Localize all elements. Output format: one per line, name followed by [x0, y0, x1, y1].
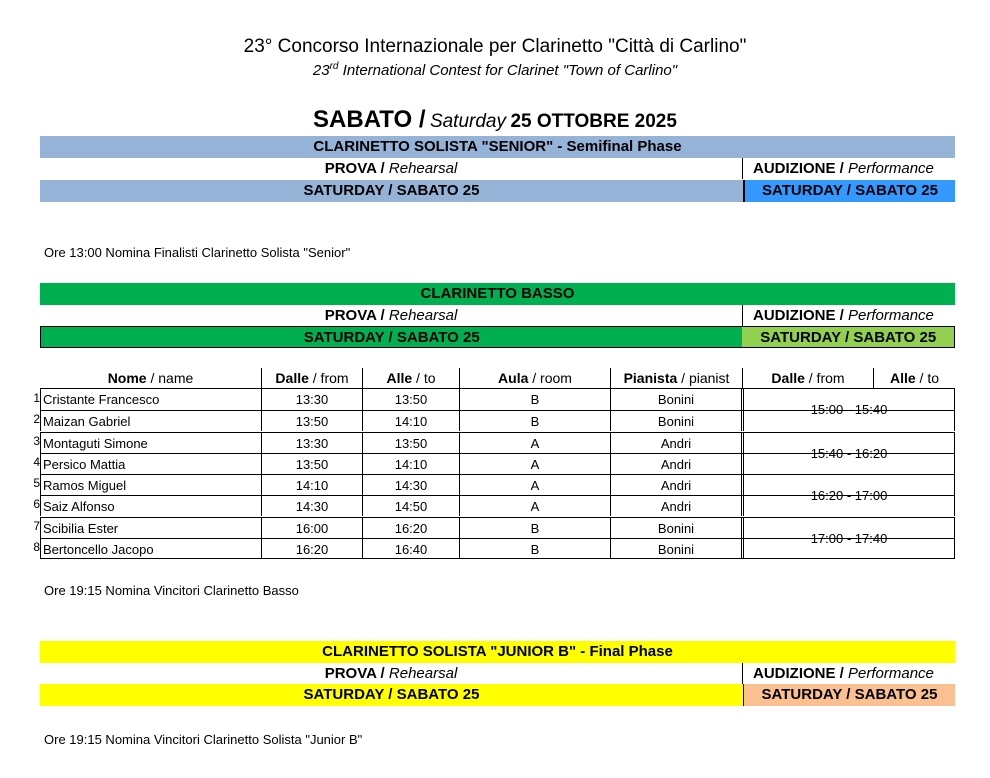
cell-room: A [460, 496, 611, 516]
cell-to: 16:20 [363, 518, 460, 538]
cell-room: B [460, 389, 611, 410]
basso-prova-day: SATURDAY / SABATO 25 [41, 327, 742, 347]
header-name: Nome / name [40, 368, 262, 388]
cell-name: Montaguti Simone [40, 433, 262, 453]
cell-name: Cristante Francesco [40, 389, 262, 410]
senior-audizione-label: AUDIZIONE / Performance [753, 160, 934, 177]
senior-note: Ore 13:00 Nomina Finalisti Clarinetto Solista "Senior" [44, 245, 351, 260]
cell-from: 13:30 [262, 433, 363, 453]
cell-room: A [460, 454, 611, 474]
senior-audizione-day: SATURDAY / SABATO 25 [743, 180, 955, 202]
basso-labels-row [40, 305, 955, 326]
cell-from: 13:50 [262, 454, 363, 474]
day-title [0, 106, 990, 134]
row-number: 3 [33, 433, 40, 448]
header-to: Alle / to [363, 368, 460, 388]
cell-to: 16:40 [363, 539, 460, 559]
cell-to: 13:50 [363, 389, 460, 410]
schedule-table [40, 388, 955, 559]
junior-audizione-day: SATURDAY / SABATO 25 [743, 684, 955, 706]
basso-schedule-row [40, 326, 955, 348]
junior-prova-day: SATURDAY / SABATO 25 [40, 684, 743, 706]
row-number: 7 [33, 518, 40, 533]
title-en-number: 23 [312, 62, 330, 79]
cell-pianist: Bonini [611, 411, 742, 431]
senior-prova-day: SATURDAY / SABATO 25 [40, 180, 743, 202]
cell-name: Scibilia Ester [40, 518, 262, 538]
cell-pianist: Andri [611, 454, 742, 474]
header-perf-from: Dalle / from [743, 368, 874, 388]
basso-section-title: CLARINETTO BASSO [40, 283, 955, 305]
cell-room: B [460, 539, 611, 559]
row-number: 4 [33, 454, 40, 469]
cell-to: 13:50 [363, 433, 460, 453]
day-title-date: 25 OTTOBRE 2025 [510, 111, 677, 132]
cell-to: 14:30 [363, 475, 460, 495]
title-en-text: International Contest for Clarinet "Town of Carlino" [338, 62, 678, 79]
title-en-ordinal: rd [329, 61, 339, 72]
cell-pianist: Andri [611, 496, 742, 516]
cell-pianist: Bonini [611, 518, 742, 538]
junior-section-title: CLARINETTO SOLISTA "JUNIOR B" - Final Phase [40, 641, 955, 663]
cell-name: Bertoncello Jacopo [40, 539, 262, 559]
junior-schedule-row [40, 684, 955, 706]
cell-pianist: Andri [611, 475, 742, 495]
junior-note: Ore 19:15 Nomina Vincitori Clarinetto Solista "Junior B" [44, 732, 363, 747]
header-pianist: Pianista / pianist [611, 368, 743, 388]
performance-slot: 15:00 - 15:40 [743, 389, 955, 431]
basso-note: Ore 19:15 Nomina Vincitori Clarinetto Basso [44, 583, 299, 598]
header-from: Dalle / from [262, 368, 363, 388]
junior-labels-row [40, 663, 955, 684]
header-perf-to: Alle / to [889, 370, 940, 386]
row-number: 5 [33, 476, 40, 490]
day-title-english: Saturday [429, 111, 506, 132]
cell-from: 14:10 [262, 475, 363, 495]
cell-to: 14:10 [363, 454, 460, 474]
cell-room: B [460, 411, 611, 431]
performance-slot: 17:00 - 17:40 [743, 517, 955, 559]
cell-from: 16:00 [262, 518, 363, 538]
basso-audizione-day: SATURDAY / SABATO 25 [742, 327, 954, 347]
cell-name: Maizan Gabriel [40, 411, 262, 431]
junior-prova-label: PROVA / Rehearsal [40, 663, 743, 684]
junior-audizione-label: AUDIZIONE / Performance [753, 665, 934, 682]
senior-section-title: CLARINETTO SOLISTA "SENIOR" - Semifinal Phase [40, 136, 955, 158]
day-title-main: SABATO / [313, 106, 426, 133]
cell-room: A [460, 433, 611, 453]
cell-to: 14:10 [363, 411, 460, 431]
senior-prova-label: PROVA / Rehearsal [40, 158, 743, 179]
contest-title-english [0, 62, 990, 79]
performance-slot: 16:20 - 17:00 [743, 474, 955, 516]
cell-from: 16:20 [262, 539, 363, 559]
cell-name: Persico Mattia [40, 454, 262, 474]
cell-name: Saiz Alfonso [40, 496, 262, 516]
cell-to: 14:50 [363, 496, 460, 516]
cell-name: Ramos Miguel [40, 475, 262, 495]
contest-title-italian: 23° Concorso Internazionale per Clarinetto "Città di Carlino" [243, 36, 747, 57]
senior-schedule-row [40, 180, 955, 202]
cell-room: A [460, 475, 611, 495]
row-number: 6 [33, 497, 40, 512]
cell-from: 13:30 [262, 389, 363, 410]
row-number: 1 [33, 391, 40, 405]
header-room: Aula / room [460, 368, 611, 388]
row-number: 2 [33, 412, 40, 427]
cell-pianist: Bonini [611, 389, 742, 410]
senior-labels-row [40, 158, 955, 179]
cell-pianist: Bonini [611, 539, 742, 559]
basso-audizione-label: AUDIZIONE / Performance [753, 307, 934, 324]
cell-pianist: Andri [611, 433, 742, 453]
performance-slot: 15:40 - 16:20 [743, 432, 955, 474]
cell-room: B [460, 518, 611, 538]
schedule-table-header [40, 368, 955, 388]
cell-from: 13:50 [262, 411, 363, 431]
row-number: 8 [33, 539, 40, 554]
cell-from: 14:30 [262, 496, 363, 516]
basso-prova-label: PROVA / Rehearsal [40, 305, 743, 326]
